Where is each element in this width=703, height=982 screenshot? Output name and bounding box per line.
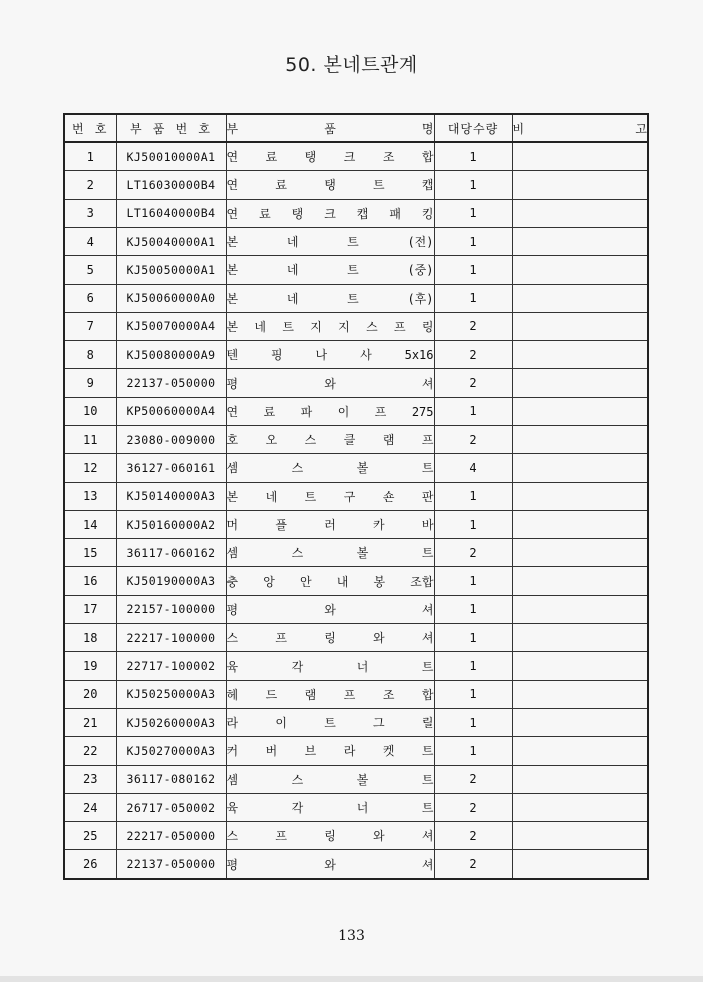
part-name-cell <box>226 142 434 171</box>
header-name-mid: 품 <box>324 121 336 136</box>
row-number: 9 <box>64 369 116 397</box>
note-cell <box>512 256 648 284</box>
part-number-cell: KJ50060000A0 <box>116 284 226 312</box>
part-number-cell: 22717-100002 <box>116 652 226 680</box>
header-note <box>512 114 648 142</box>
note-cell <box>512 312 648 340</box>
quantity-cell: 1 <box>434 397 512 425</box>
part-name-text: 본 네 트 구 숀 판 <box>226 489 434 504</box>
row-number: 20 <box>64 680 116 708</box>
row-number: 2 <box>64 171 116 199</box>
part-number-cell: 22157-100000 <box>116 595 226 623</box>
note-cell <box>512 510 648 538</box>
part-name-cell <box>226 426 434 454</box>
table-row <box>64 793 648 821</box>
part-name-cell <box>226 652 434 680</box>
row-number: 23 <box>64 765 116 793</box>
note-cell <box>512 737 648 765</box>
note-cell <box>512 850 648 879</box>
table-row <box>64 708 648 736</box>
row-number: 3 <box>64 199 116 227</box>
part-number-cell: KJ50080000A9 <box>116 341 226 369</box>
table-row <box>64 312 648 340</box>
quantity-cell: 1 <box>434 708 512 736</box>
quantity-cell: 1 <box>434 142 512 171</box>
part-number-cell: KJ50040000A1 <box>116 227 226 255</box>
part-name-cell <box>226 510 434 538</box>
part-name-cell <box>226 482 434 510</box>
part-name-cell <box>226 341 434 369</box>
part-number-cell: KJ50270000A3 <box>116 737 226 765</box>
quantity-cell: 4 <box>434 454 512 482</box>
header-note-left: 비 <box>512 121 525 136</box>
part-name-cell <box>226 227 434 255</box>
table-row <box>64 822 648 850</box>
part-number-cell: KJ50140000A3 <box>116 482 226 510</box>
part-name-cell <box>226 397 434 425</box>
part-number-cell: 36117-060162 <box>116 539 226 567</box>
table-row <box>64 227 648 255</box>
part-number-cell: 26717-050002 <box>116 793 226 821</box>
note-cell <box>512 482 648 510</box>
quantity-cell: 1 <box>434 227 512 255</box>
note-cell <box>512 680 648 708</box>
part-number-cell: KJ50050000A1 <box>116 256 226 284</box>
table-row <box>64 737 648 765</box>
part-number-cell: 36117-080162 <box>116 765 226 793</box>
quantity-cell: 2 <box>434 793 512 821</box>
quantity-cell: 1 <box>434 595 512 623</box>
part-name-text: 본 네 트 (중) <box>226 263 434 278</box>
row-number: 21 <box>64 708 116 736</box>
part-name-text: 평 와 셔 <box>226 376 434 391</box>
note-cell <box>512 539 648 567</box>
part-number-cell: 36127-060161 <box>116 454 226 482</box>
note-cell <box>512 652 648 680</box>
part-name-text: 라 이 트 그 릴 <box>226 716 434 731</box>
table-row <box>64 567 648 595</box>
part-number-cell: 22217-050000 <box>116 822 226 850</box>
part-name-cell <box>226 680 434 708</box>
part-number-cell: 22217-100000 <box>116 624 226 652</box>
part-name-text: 호 오 스 클 램 프 <box>226 433 434 448</box>
table-row <box>64 680 648 708</box>
note-cell <box>512 397 648 425</box>
row-number: 6 <box>64 284 116 312</box>
table-row <box>64 341 648 369</box>
note-cell <box>512 595 648 623</box>
quantity-cell: 2 <box>434 312 512 340</box>
row-number: 10 <box>64 397 116 425</box>
part-name-text: 스 프 링 와 셔 <box>226 631 434 646</box>
part-name-text: 평 와 셔 <box>226 602 434 617</box>
note-cell <box>512 369 648 397</box>
table-row <box>64 595 648 623</box>
part-name-text: 스 프 링 와 셔 <box>226 829 434 844</box>
part-name-cell <box>226 737 434 765</box>
quantity-cell: 1 <box>434 567 512 595</box>
header-name-right: 명 <box>421 121 434 136</box>
table-row <box>64 142 648 171</box>
quantity-cell: 2 <box>434 822 512 850</box>
row-number: 26 <box>64 850 116 879</box>
quantity-cell: 2 <box>434 369 512 397</box>
part-name-text: 연 료 탱 트 캡 <box>226 178 434 193</box>
part-number-cell: LT16040000B4 <box>116 199 226 227</box>
note-cell <box>512 822 648 850</box>
row-number: 8 <box>64 341 116 369</box>
quantity-cell: 1 <box>434 256 512 284</box>
part-name-cell <box>226 567 434 595</box>
part-name-cell <box>226 369 434 397</box>
note-cell <box>512 142 648 171</box>
quantity-cell: 2 <box>434 539 512 567</box>
row-number: 18 <box>64 624 116 652</box>
row-number: 24 <box>64 793 116 821</box>
table-row <box>64 850 648 879</box>
note-cell <box>512 199 648 227</box>
part-number-cell: KJ50190000A3 <box>116 567 226 595</box>
header-part-name <box>226 114 434 142</box>
header-quantity: 대당수량 <box>434 114 512 142</box>
part-number-cell: KJ50160000A2 <box>116 510 226 538</box>
note-cell <box>512 227 648 255</box>
table-row <box>64 256 648 284</box>
part-name-text: 셈 스 볼 트 <box>226 772 434 787</box>
part-name-cell <box>226 312 434 340</box>
table-row <box>64 624 648 652</box>
table-row <box>64 510 648 538</box>
part-name-cell <box>226 284 434 312</box>
row-number: 22 <box>64 737 116 765</box>
part-number-cell: LT16030000B4 <box>116 171 226 199</box>
quantity-cell: 1 <box>434 171 512 199</box>
header-no: 번 호 <box>64 114 116 142</box>
page-number: 133 <box>338 928 365 944</box>
part-name-text: 연 료 파 이 프 275 <box>226 404 434 419</box>
part-name-text: 커 버 브 라 켓 트 <box>226 744 434 759</box>
header-note-right: 고 <box>635 121 647 136</box>
part-name-cell <box>226 595 434 623</box>
page-title: 50. 본네트관계 <box>285 54 418 76</box>
quantity-cell: 1 <box>434 284 512 312</box>
header-name-left: 부 <box>226 121 239 136</box>
part-name-text: 육 각 너 트 <box>226 659 434 674</box>
table-row <box>64 397 648 425</box>
part-name-text: 셈 스 볼 트 <box>226 461 434 476</box>
quantity-cell: 2 <box>434 765 512 793</box>
part-name-cell <box>226 850 434 879</box>
quantity-cell: 2 <box>434 426 512 454</box>
note-cell <box>512 454 648 482</box>
part-name-text: 연 료 탱 크 캡 패 킹 <box>226 206 434 221</box>
note-cell <box>512 426 648 454</box>
row-number: 5 <box>64 256 116 284</box>
quantity-cell: 1 <box>434 482 512 510</box>
table-row <box>64 652 648 680</box>
row-number: 12 <box>64 454 116 482</box>
row-number: 13 <box>64 482 116 510</box>
table-row <box>64 284 648 312</box>
table-row <box>64 539 648 567</box>
quantity-cell: 1 <box>434 652 512 680</box>
note-cell <box>512 171 648 199</box>
part-name-cell <box>226 624 434 652</box>
table-row <box>64 426 648 454</box>
part-name-cell <box>226 793 434 821</box>
note-cell <box>512 708 648 736</box>
part-name-text: 본 네 트 (전) <box>226 235 434 250</box>
table-row <box>64 199 648 227</box>
note-cell <box>512 567 648 595</box>
page-edge <box>0 976 703 982</box>
row-number: 1 <box>64 142 116 171</box>
note-cell <box>512 793 648 821</box>
part-name-cell <box>226 708 434 736</box>
part-name-cell <box>226 256 434 284</box>
part-name-text: 헤 드 램 프 조 합 <box>226 687 434 702</box>
row-number: 16 <box>64 567 116 595</box>
part-name-cell <box>226 765 434 793</box>
note-cell <box>512 624 648 652</box>
part-name-cell <box>226 171 434 199</box>
part-name-text: 연 료 탱 크 조 합 <box>226 150 434 165</box>
note-cell <box>512 284 648 312</box>
part-name-cell <box>226 822 434 850</box>
part-name-text: 평 와 셔 <box>226 857 434 872</box>
quantity-cell: 2 <box>434 341 512 369</box>
part-number-cell: KJ50010000A1 <box>116 142 226 171</box>
row-number: 25 <box>64 822 116 850</box>
part-number-cell: 22137-050000 <box>116 369 226 397</box>
row-number: 15 <box>64 539 116 567</box>
note-cell <box>512 765 648 793</box>
parts-table <box>63 113 649 880</box>
row-number: 14 <box>64 510 116 538</box>
header-part-number: 부 품 번 호 <box>116 114 226 142</box>
row-number: 4 <box>64 227 116 255</box>
part-number-cell: KJ50250000A3 <box>116 680 226 708</box>
quantity-cell: 1 <box>434 737 512 765</box>
row-number: 17 <box>64 595 116 623</box>
part-name-text: 머 플 러 카 바 <box>226 518 434 533</box>
quantity-cell: 1 <box>434 510 512 538</box>
quantity-cell: 2 <box>434 850 512 879</box>
row-number: 11 <box>64 426 116 454</box>
part-number-cell: KJ50260000A3 <box>116 708 226 736</box>
table-row <box>64 765 648 793</box>
part-number-cell: KJ50070000A4 <box>116 312 226 340</box>
table-header-row <box>64 114 648 142</box>
part-number-cell: 23080-009000 <box>116 426 226 454</box>
part-number-cell: 22137-050000 <box>116 850 226 879</box>
part-name-text: 육 각 너 트 <box>226 801 434 815</box>
table-row <box>64 454 648 482</box>
table-row <box>64 171 648 199</box>
part-number-cell: KP50060000A4 <box>116 397 226 425</box>
part-name-cell <box>226 539 434 567</box>
quantity-cell: 1 <box>434 199 512 227</box>
table-row <box>64 369 648 397</box>
note-cell <box>512 341 648 369</box>
row-number: 7 <box>64 312 116 340</box>
part-name-text: 텐 핑 나 사 5x16 <box>226 348 434 363</box>
quantity-cell: 1 <box>434 680 512 708</box>
part-name-cell <box>226 199 434 227</box>
part-name-cell <box>226 454 434 482</box>
part-name-text: 본 네 트 지 지 스 프 링 <box>226 319 434 334</box>
table-row <box>64 482 648 510</box>
quantity-cell: 1 <box>434 624 512 652</box>
row-number: 19 <box>64 652 116 680</box>
part-name-text: 셈 스 볼 트 <box>226 546 434 561</box>
part-name-text: 충 앙 안 내 봉 조합 <box>226 574 434 589</box>
part-name-text: 본 네 트 (후) <box>226 291 434 306</box>
